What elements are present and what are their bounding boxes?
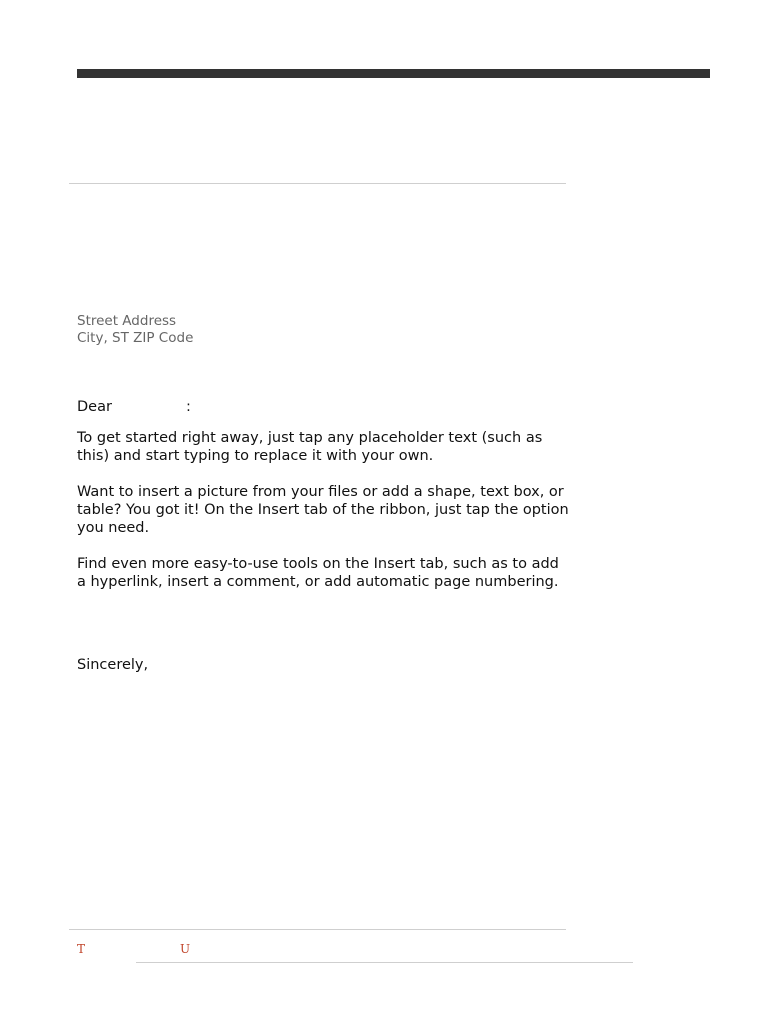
footer-url-label: U xyxy=(180,942,191,956)
salutation-colon: : xyxy=(185,399,191,415)
header-divider xyxy=(69,183,566,184)
street-address[interactable]: Street Address xyxy=(77,313,177,329)
footer-phone-label: T xyxy=(77,942,86,956)
letter-body[interactable] xyxy=(77,429,569,609)
body-paragraph-1[interactable]: To get started right away, just tap any placeholder text (such as this) and start typing to replace it with your own. xyxy=(77,430,543,464)
salutation-dear: Dear xyxy=(77,399,112,415)
body-paragraph-2[interactable]: Want to insert a picture from your files or add a shape, text box, or table? You got it! On the Insert tab of the ribbon, just tap the option you need. xyxy=(77,484,569,536)
footer-divider xyxy=(69,929,566,930)
footer-underline xyxy=(136,962,633,963)
closing-text[interactable]: Sincerely, xyxy=(77,657,149,673)
body-paragraph-3[interactable]: Find even more easy-to-use tools on the Insert tab, such as to add a hyperlink, insert a comment, or add automatic page numbering. xyxy=(77,556,559,590)
salutation-line[interactable] xyxy=(77,398,191,416)
header-accent-bar xyxy=(77,69,710,78)
recipient-address[interactable] xyxy=(77,313,193,347)
city-state-zip[interactable]: City, ST ZIP Code xyxy=(77,330,194,346)
